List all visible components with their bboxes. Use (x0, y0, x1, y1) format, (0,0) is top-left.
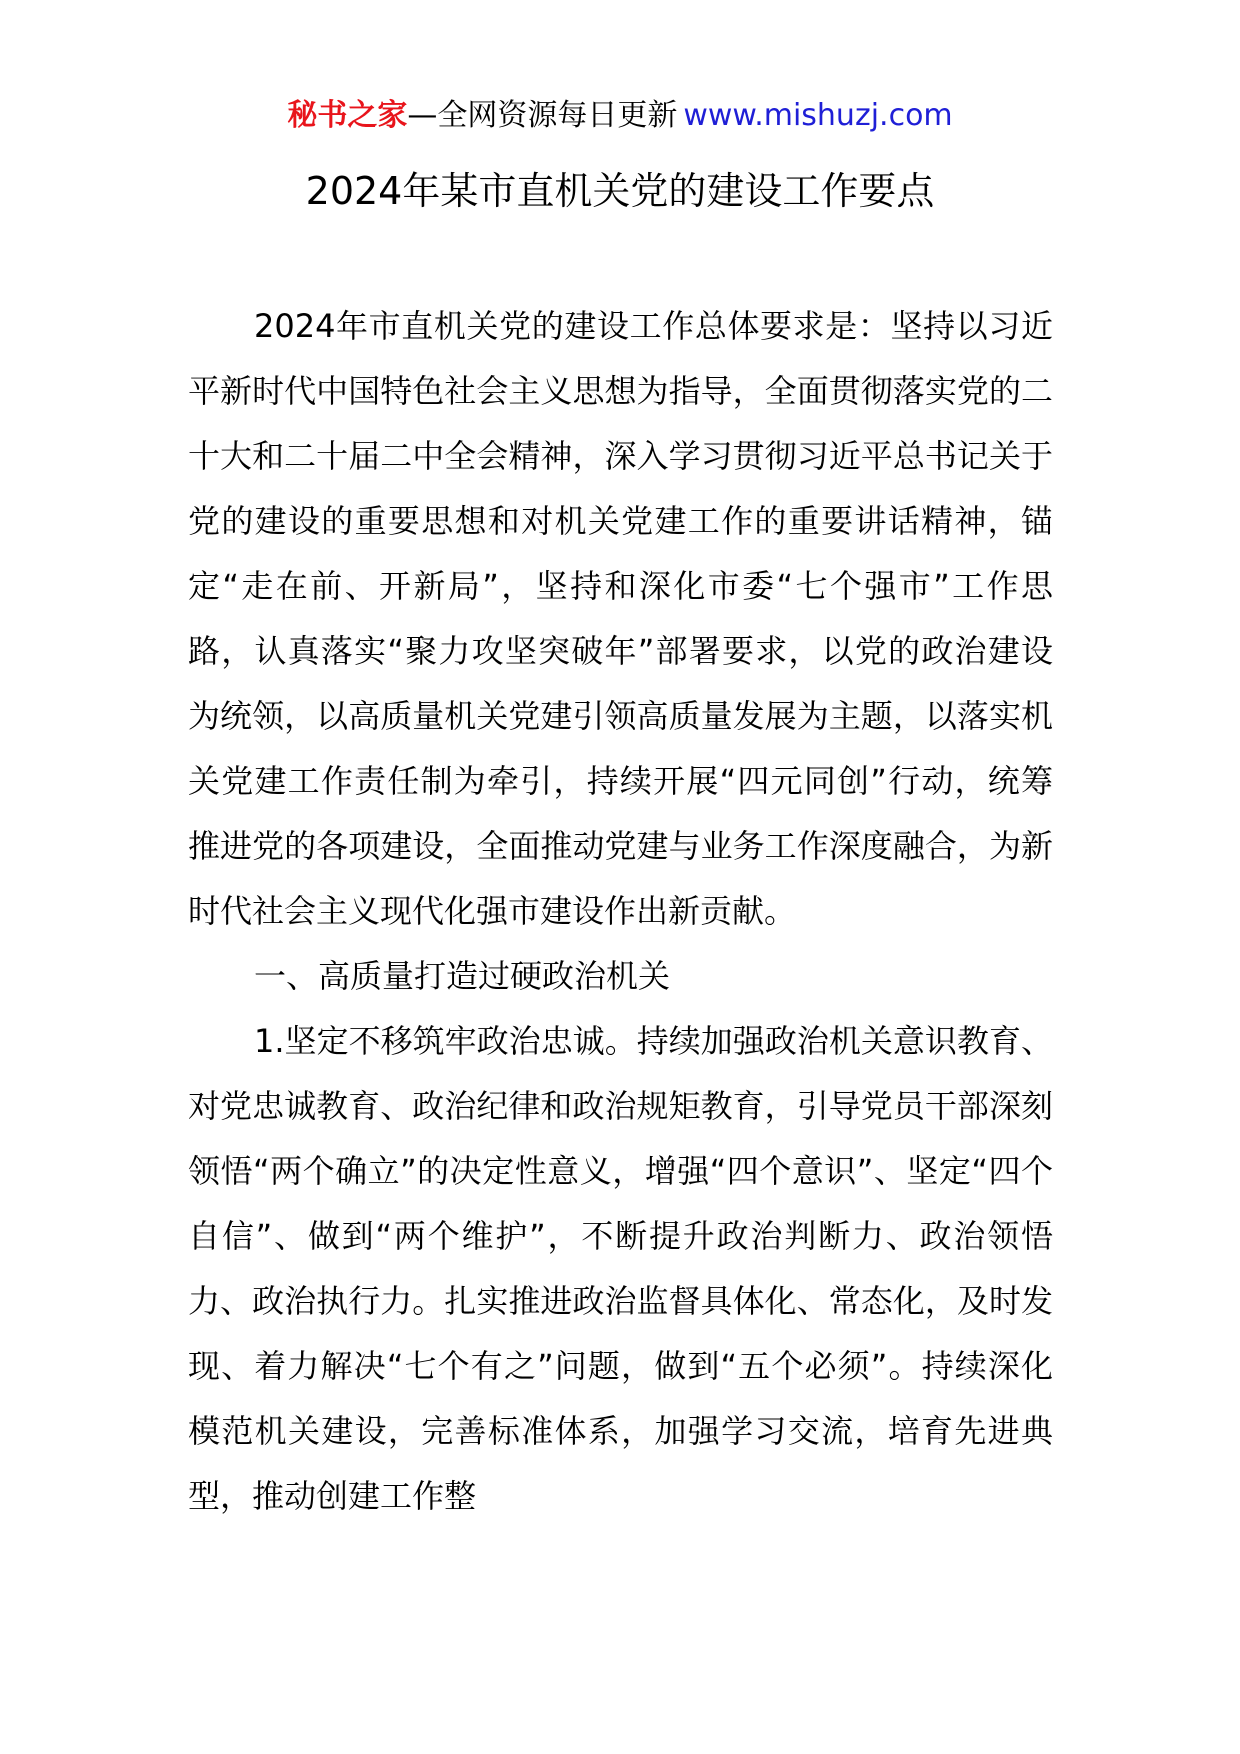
section-heading: 一、高质量打造过硬政治机关 (254, 957, 671, 995)
website-link[interactable]: www.mishuzj.com (683, 98, 953, 133)
document-title: 2024年某市直机关党的建设工作要点 (305, 169, 935, 213)
intro-paragraph: 2024年市直机关党的建设工作总体要求是：坚持以习近平新时代中国特色社会主义思想为指导，全面贯彻落实党的二十大和二十届二中全会精神，深入学习贯彻习近平总书记关于党的建设的重要思想和对机关党建工作的重要讲话精神，锚定“走在前、开新局”，坚持和深化市委“七个强市”工作思路，认真落实“聚力攻坚突破年”部署要求，以党的政治建设为统领，以高质量机关党建引领高质量发展为主题，以落实机关党建工作责任制为牵引，持续开展“四元同创”行动，统筹推进党的各项建设，全面推动党建与业务工作深度融合，为新时代社会主义现代化强市建设作出新贡献。 (188, 307, 1053, 930)
body-paragraph: 1.坚定不移筑牢政治忠诚。持续加强政治机关意识教育、对党忠诚教育、政治纪律和政治规矩教育，引导党员干部深刻领悟“两个确立”的决定性意义，增强“四个意识”、坚定“四个自信”、做到“两个维护”，不断提升政治判断力、政治领悟力、政治执行力。扎实推进政治监督具体化、常态化，及时发现、着力解决“七个有之”问题，做到“五个必须”。持续深化模范机关建设，完善标准体系，加强学习交流，培育先进典型，推动创建工作整 (188, 1022, 1053, 1515)
site-brand: 秘书之家 (287, 98, 408, 133)
site-tagline: —全网资源每日更新 (407, 98, 678, 133)
document-body (188, 294, 1053, 1529)
site-header (0, 96, 1240, 136)
